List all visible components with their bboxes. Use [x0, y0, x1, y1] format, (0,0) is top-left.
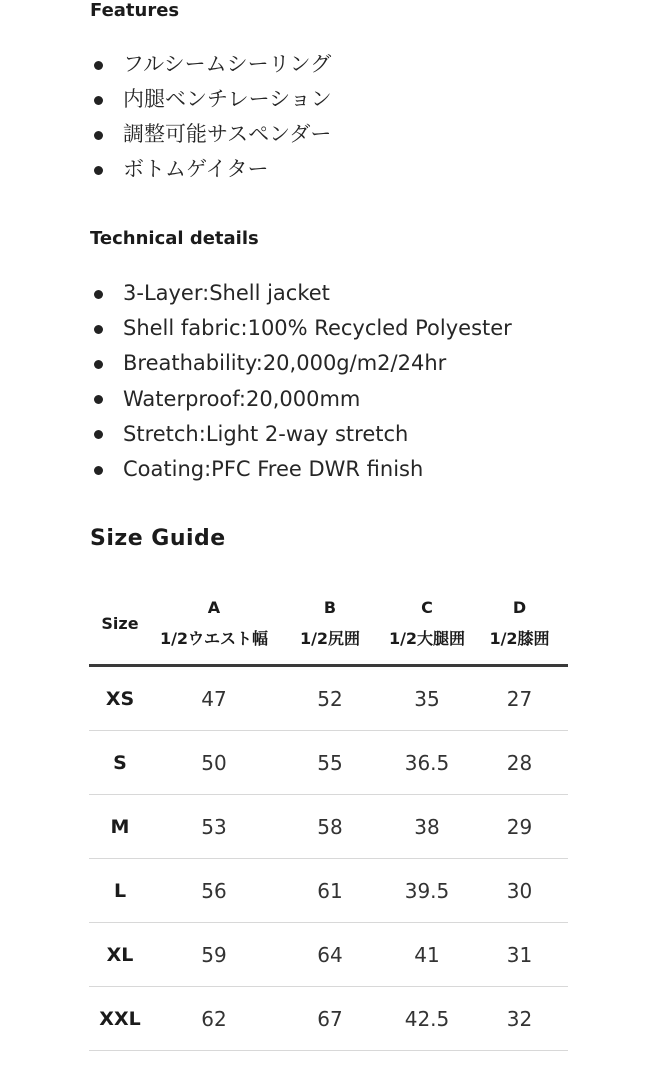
column-header-d — [471, 582, 568, 666]
table-row — [89, 923, 568, 987]
measurement-cell: 61 — [277, 859, 383, 923]
measurement-cell: 29 — [471, 795, 568, 859]
measurement-cell: 38 — [383, 795, 471, 859]
table-row — [89, 859, 568, 923]
technical-details-item: Coating:PFC Free DWR finish — [90, 452, 512, 487]
features-list-item: ボトムゲイター — [90, 152, 332, 187]
column-label: 1/2膝囲 — [489, 629, 550, 648]
measurement-cell: 39.5 — [383, 859, 471, 923]
technical-details-item: Waterproof:20,000mm — [90, 382, 512, 417]
column-label: 1/2ウエスト幅 — [159, 629, 269, 648]
measurement-cell: 32 — [471, 987, 568, 1051]
table-row — [89, 731, 568, 795]
measurement-cell: 42.5 — [383, 987, 471, 1051]
measurement-cell: 35 — [383, 666, 471, 731]
column-letter: B — [323, 598, 337, 617]
column-letter: D — [512, 598, 527, 617]
features-list-item: 調整可能サスペンダー — [90, 117, 332, 152]
size-guide-heading: Size Guide — [90, 526, 226, 551]
measurement-cell: 64 — [277, 923, 383, 987]
technical-details-item: 3-Layer:Shell jacket — [90, 276, 512, 311]
measurement-cell: 31 — [471, 923, 568, 987]
measurement-cell: 30 — [471, 859, 568, 923]
column-letter: C — [421, 598, 433, 617]
table-row — [89, 666, 568, 731]
size-cell: L — [89, 859, 151, 923]
technical-details-item: Shell fabric:100% Recycled Polyester — [90, 311, 512, 346]
size-cell: XXL — [89, 987, 151, 1051]
technical-details-item: Breathability:20,000g/m2/24hr — [90, 346, 512, 381]
column-header-c — [383, 582, 471, 666]
measurement-cell: 50 — [151, 731, 277, 795]
features-heading: Features — [90, 0, 180, 21]
measurement-cell: 47 — [151, 666, 277, 731]
features-list — [90, 47, 332, 187]
size-column-header: Size — [89, 582, 151, 666]
technical-details-heading: Technical details — [90, 228, 259, 249]
measurement-cell: 58 — [277, 795, 383, 859]
column-header-a — [151, 582, 277, 666]
size-cell: M — [89, 795, 151, 859]
measurement-cell: 28 — [471, 731, 568, 795]
technical-details-list — [90, 276, 512, 487]
size-cell: S — [89, 731, 151, 795]
measurement-cell: 56 — [151, 859, 277, 923]
measurement-cell: 36.5 — [383, 731, 471, 795]
column-label: 1/2大腿囲 — [388, 629, 466, 648]
table-row — [89, 987, 568, 1051]
measurement-cell: 53 — [151, 795, 277, 859]
table-row — [89, 795, 568, 859]
features-list-item: 内腿ベンチレーション — [90, 82, 332, 117]
column-header-b — [277, 582, 383, 666]
features-list-item: フルシームシーリング — [90, 47, 332, 82]
measurement-cell: 41 — [383, 923, 471, 987]
measurement-cell: 55 — [277, 731, 383, 795]
size-cell: XS — [89, 666, 151, 731]
size-guide-table — [89, 582, 568, 1051]
size-table-header-row — [89, 582, 568, 666]
column-letter: A — [207, 598, 221, 617]
measurement-cell: 27 — [471, 666, 568, 731]
size-cell: XL — [89, 923, 151, 987]
column-label: 1/2尻囲 — [299, 629, 361, 648]
measurement-cell: 62 — [151, 987, 277, 1051]
technical-details-item: Stretch:Light 2-way stretch — [90, 417, 512, 452]
measurement-cell: 67 — [277, 987, 383, 1051]
measurement-cell: 52 — [277, 666, 383, 731]
measurement-cell: 59 — [151, 923, 277, 987]
